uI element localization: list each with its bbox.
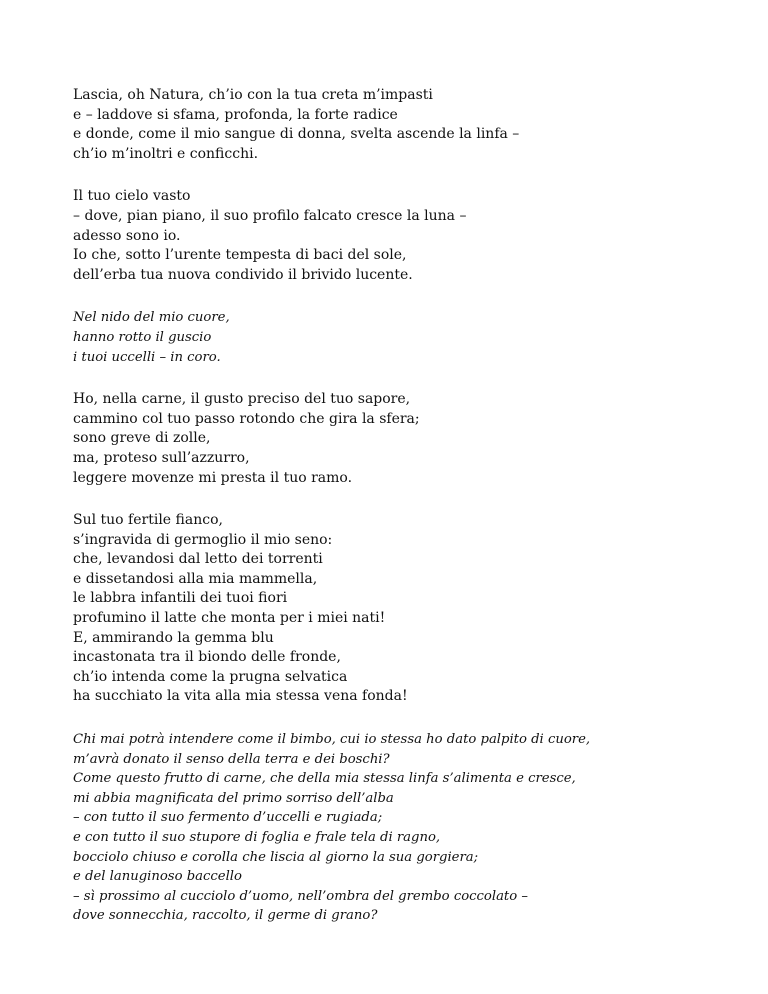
- verse-line: dell’erba tua nuova condivido il brivido lucente.: [73, 266, 413, 283]
- verse-line: s’ingravida di germoglio il mio seno:: [73, 531, 333, 548]
- verse-line: ma, proteso sull’azzurro,: [73, 449, 250, 466]
- verse-line: cammino col tuo passo rotondo che gira la sfera;: [73, 410, 420, 427]
- verse-line: bocciolo chiuso e corolla che liscia al giorno la sua gorgiera;: [73, 849, 479, 865]
- verse-line: che, levandosi dal letto dei torrenti: [73, 551, 323, 568]
- verse-line: – sì prossimo al cucciolo d’uomo, nell’ombra del grembo coccolato –: [73, 888, 528, 904]
- verse-line: e donde, come il mio sangue di donna, svelta ascende la linfa –: [73, 126, 520, 143]
- verse-line: e – laddove si sfama, profonda, la forte radice: [73, 106, 398, 123]
- verse-line: Ho, nella carne, il gusto preciso del tuo sapore,: [73, 391, 411, 408]
- verse-line: Il tuo cielo vasto: [73, 188, 191, 205]
- verse-line: – con tutto il suo fermento d’uccelli e rugiada;: [73, 810, 383, 826]
- verse-line: – dove, pian piano, il suo profilo falcato cresce la luna –: [73, 207, 467, 224]
- stanza-4: [73, 390, 713, 488]
- stanza-2: [73, 187, 713, 285]
- verse-line: incastonata tra il biondo delle fronde,: [73, 649, 341, 666]
- verse-line: hanno rotto il guscio: [73, 329, 212, 345]
- verse-line: Come questo frutto di carne, che della mia stessa linfa s’alimenta e cresce,: [73, 771, 576, 787]
- stanza-3: [73, 308, 713, 367]
- stanza-5: [73, 511, 713, 707]
- verse-line: E, ammirando la gemma blu: [73, 629, 274, 646]
- verse-line: mi abbia magnificata del primo sorriso dell’alba: [73, 790, 394, 806]
- verse-line: Nel nido del mio cuore,: [73, 310, 230, 326]
- verse-line: e del lanuginoso baccello: [73, 869, 242, 885]
- stanza-6: [73, 730, 713, 926]
- poem: [73, 86, 713, 949]
- verse-line: dove sonnecchia, raccolto, il germe di grano?: [73, 908, 378, 924]
- verse-line: e dissetandosi alla mia mammella,: [73, 570, 318, 587]
- verse-line: e con tutto il suo stupore di foglia e frale tela di ragno,: [73, 830, 441, 845]
- verse-line: i tuoi uccelli – in coro.: [73, 349, 221, 365]
- verse-line: ch’io m’inoltri e conficchi.: [73, 145, 259, 162]
- verse-line: ha succhiato la vita alla mia stessa vena fonda!: [73, 688, 408, 705]
- verse-line: adesso sono io.: [73, 227, 181, 244]
- verse-line: m’avrà donato il senso della terra e dei boschi?: [73, 751, 390, 767]
- verse-line: Chi mai potrà intendere come il bimbo, cui io stessa ho dato palpito di cuore,: [73, 732, 591, 748]
- stanza-1: [73, 86, 713, 164]
- verse-line: sono greve di zolle,: [73, 430, 211, 447]
- verse-line: le labbra infantili dei tuoi fiori: [73, 590, 288, 607]
- verse-line: leggere movenze mi presta il tuo ramo.: [73, 469, 353, 486]
- verse-line: Sul tuo fertile fianco,: [73, 512, 223, 529]
- verse-line: Lascia, oh Natura, ch’io con la tua creta m’impasti: [73, 87, 433, 103]
- verse-line: profumino il latte che monta per i miei nati!: [73, 610, 386, 627]
- verse-line: ch’io intenda come la prugna selvatica: [73, 668, 348, 685]
- verse-line: Io che, sotto l’urente tempesta di baci del sole,: [73, 247, 407, 264]
